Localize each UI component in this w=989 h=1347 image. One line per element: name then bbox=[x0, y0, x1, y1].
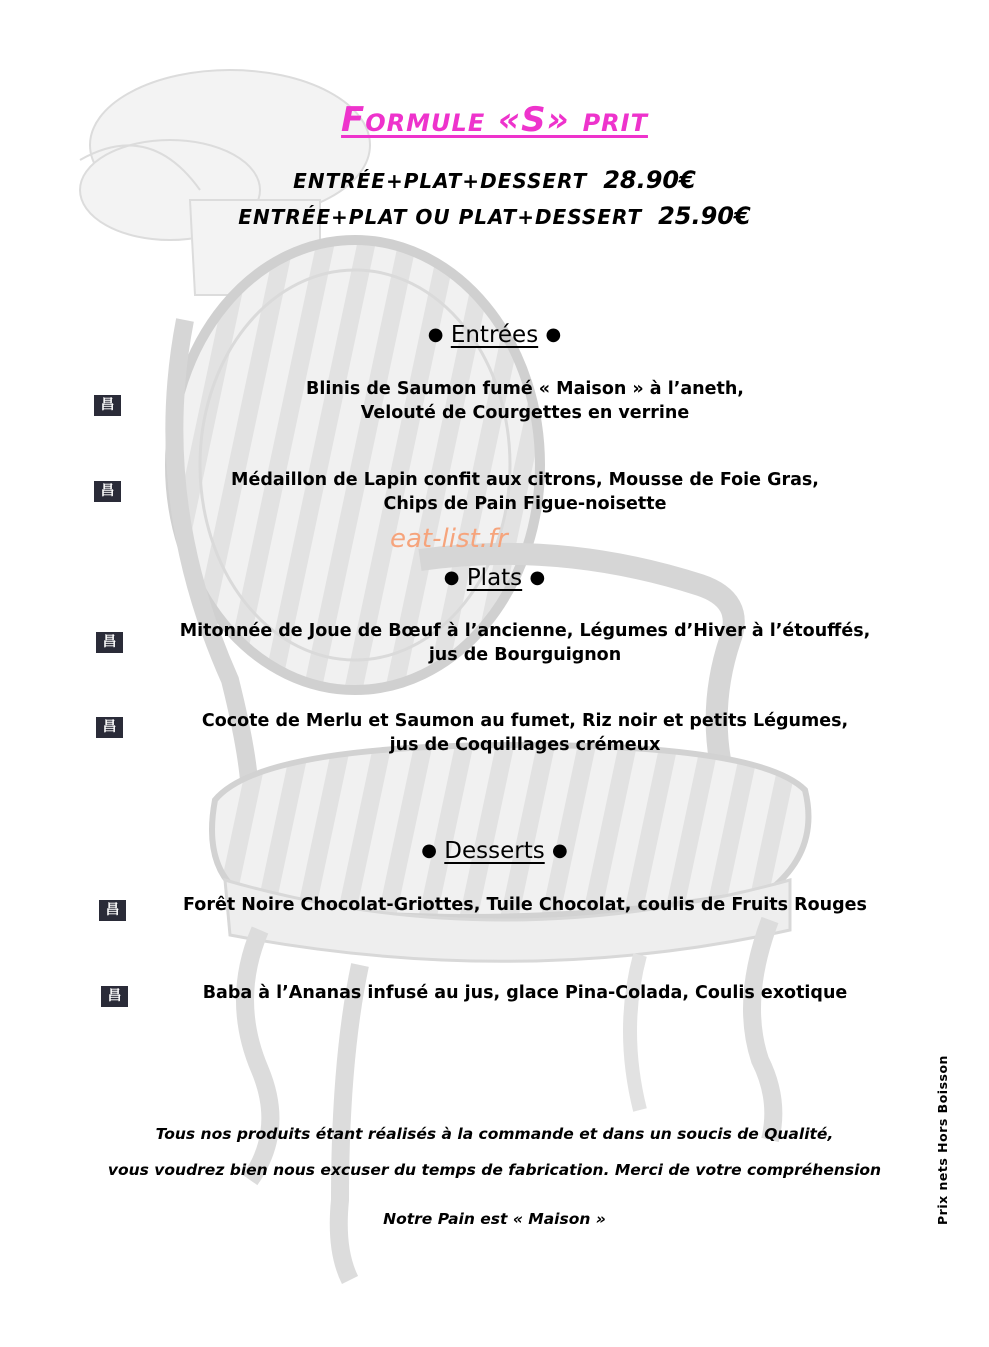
dish-marker-icon: 昌 bbox=[99, 900, 126, 921]
dish-entree-1 bbox=[150, 377, 900, 425]
dish-line: Baba à l’Ananas infusé au jus, glace Pina-Colada, Coulis exotique bbox=[202, 983, 848, 1003]
dish-dessert-1 bbox=[150, 893, 900, 917]
dish-plat-2 bbox=[150, 709, 900, 757]
bullet-icon: ● bbox=[427, 324, 444, 345]
footer-line-2: vous voudrez bien nous excuser du temps de fabrication. Merci de votre compréhension bbox=[107, 1161, 882, 1179]
section-heading-entrees bbox=[0, 322, 989, 348]
bullet-icon: ● bbox=[421, 840, 437, 861]
footer-bread-note: Notre Pain est « Maison » bbox=[383, 1210, 606, 1228]
dish-line: Médaillon de Lapin confit aux citrons, Mousse de Foie Gras, bbox=[231, 470, 819, 490]
bullet-icon: ● bbox=[443, 567, 460, 588]
dish-line: Velouté de Courgettes en verrine bbox=[360, 403, 690, 423]
price-line-1 bbox=[0, 166, 989, 194]
price-label: ENTRÉE+PLAT OU PLAT+DESSERT bbox=[238, 205, 643, 229]
section-heading-plats bbox=[0, 565, 989, 591]
price-line-2 bbox=[0, 202, 989, 230]
dish-dessert-2 bbox=[150, 981, 900, 1005]
watermark-text: eat-list.fr bbox=[390, 524, 508, 554]
side-note-prices: Prix nets Hors Boisson bbox=[935, 1055, 950, 1225]
bullet-icon: ● bbox=[545, 324, 562, 345]
dish-marker-icon: 昌 bbox=[96, 632, 123, 653]
price-amount: 28.90€ bbox=[603, 166, 696, 194]
dish-line: Forêt Noire Chocolat-Griottes, Tuile Chocolat, coulis de Fruits Rouges bbox=[183, 895, 867, 915]
dish-line: Cocote de Merlu et Saumon au fumet, Riz noir et petits Légumes, bbox=[201, 711, 849, 731]
dish-plat-1 bbox=[150, 619, 900, 667]
footer-line-1: Tous nos produits étant réalisés à la commande et dans un soucis de Qualité, bbox=[155, 1125, 834, 1143]
dish-marker-icon: 昌 bbox=[101, 986, 128, 1007]
price-label: ENTRÉE+PLAT+DESSERT bbox=[293, 169, 588, 193]
dish-line: Blinis de Saumon fumé « Maison » à l’aneth, bbox=[306, 379, 744, 399]
section-name: Plats bbox=[466, 565, 523, 591]
dish-marker-icon: 昌 bbox=[94, 481, 121, 502]
dish-line: Chips de Pain Figue-noisette bbox=[383, 494, 667, 514]
formule-title-text: Formule «S» prit bbox=[341, 100, 648, 140]
section-heading-desserts bbox=[0, 838, 989, 864]
dish-line: jus de Coquillages crémeux bbox=[389, 735, 661, 755]
section-name: Desserts bbox=[444, 838, 545, 864]
bullet-icon: ● bbox=[529, 567, 546, 588]
price-amount: 25.90€ bbox=[658, 202, 751, 230]
section-name: Entrées bbox=[450, 322, 539, 348]
dish-entree-2 bbox=[150, 468, 900, 516]
dish-marker-icon: 昌 bbox=[96, 717, 123, 738]
dish-line: Mitonnée de Joue de Bœuf à l’ancienne, Légumes d’Hiver à l’étouffés, bbox=[179, 621, 871, 641]
bullet-icon: ● bbox=[552, 840, 568, 861]
formule-title bbox=[0, 100, 989, 140]
dish-marker-icon: 昌 bbox=[94, 395, 121, 416]
dish-line: jus de Bourguignon bbox=[428, 645, 622, 665]
